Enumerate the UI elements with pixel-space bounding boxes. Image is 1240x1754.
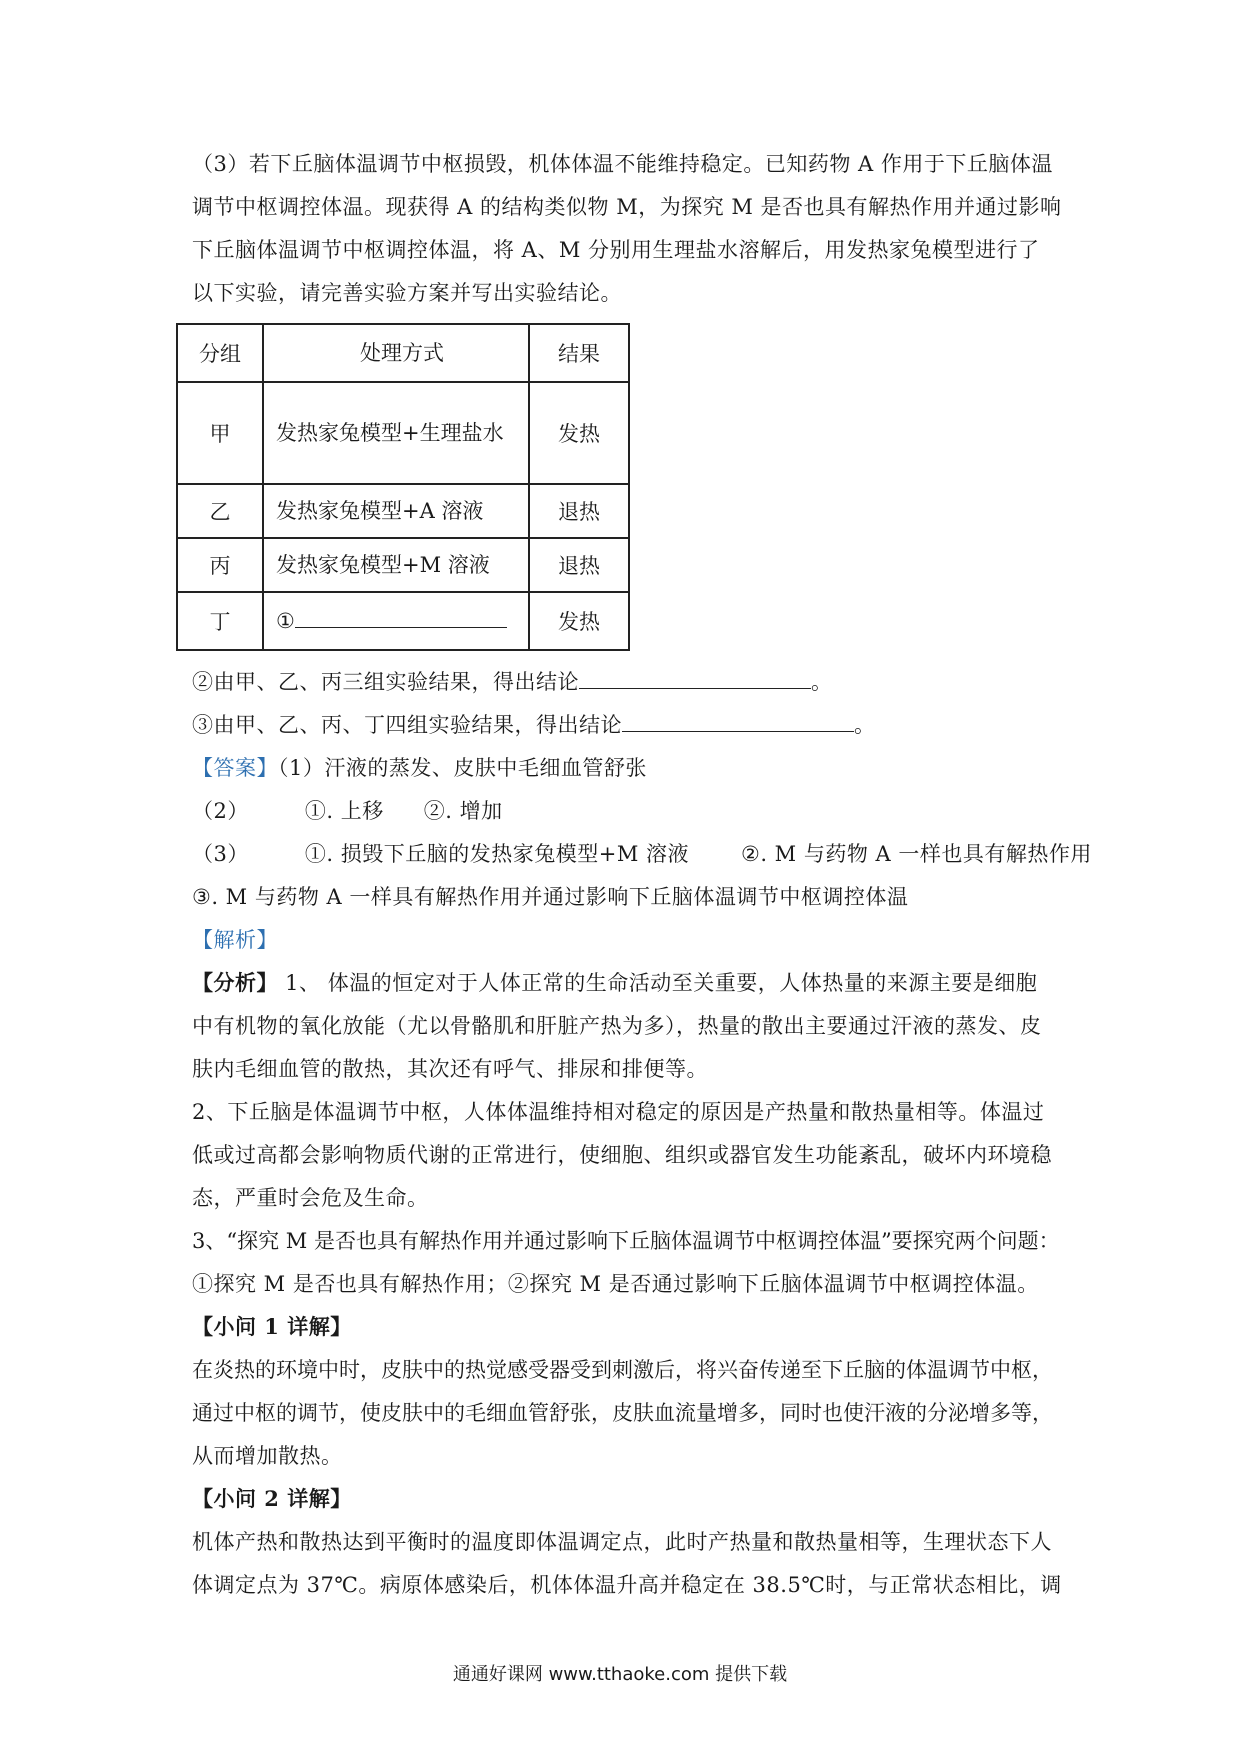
analysis-text: 1、 体温的恒定对于人体正常的生命活动至关重要，人体热量的来源主要是细胞 — [278, 971, 1038, 995]
analysis-line: 2、下丘脑是体温调节中枢，人体体温维持相对稳定的原因是产热量和散热量相等。体温过 — [192, 1100, 1045, 1124]
answer-prefix: （3） — [192, 842, 249, 866]
cell-treatment: 发热家兔模型+生理盐水 — [263, 382, 529, 484]
period: 。 — [854, 713, 876, 737]
cell-result: 发热 — [529, 592, 629, 650]
question-text-line: 下丘脑体温调节中枢调控体温，将 A、M 分别用生理盐水溶解后，用发热家兔模型进行了 — [192, 238, 1040, 262]
analysis-line: 3、“探究 M 是否也具有解热作用并通过影响下丘脑体温调节中枢调控体温”要探究两个问题： — [192, 1229, 1060, 1253]
cell-group: 丙 — [177, 538, 263, 592]
cell-treatment-blank — [263, 592, 529, 650]
answer-text: ①. 损毁下丘脑的发热家兔模型+M 溶液 — [304, 842, 689, 866]
cell-group: 甲 — [177, 382, 263, 484]
answer-line — [192, 797, 503, 825]
answer-text: ②. M 与药物 A 一样也具有解热作用 — [741, 842, 1092, 866]
analysis-line: 机体产热和散热达到平衡时的温度即体温调定点，此时产热量和散热量相等，生理状态下人 — [192, 1530, 1052, 1554]
answer-prefix: （2） — [192, 799, 249, 823]
cell-result: 退热 — [529, 484, 629, 538]
fenxi-tag: 【分析】 — [192, 970, 278, 995]
cell-group: 丁 — [177, 592, 263, 650]
table-row — [177, 382, 629, 484]
analysis-line: 在炎热的环境中时，皮肤中的热觉感受器受到刺激后，将兴奋传递至下丘脑的体温调节中枢， — [192, 1358, 1053, 1382]
cell-result: 退热 — [529, 538, 629, 592]
answer-blank — [622, 711, 854, 732]
blank-label: ① — [276, 609, 295, 633]
analysis-line: 从而增加散热。 — [192, 1444, 343, 1468]
cell-treatment: 发热家兔模型+M 溶液 — [263, 538, 529, 592]
analysis-line: 体调定点为 37℃。病原体感染后，机体体温升高并稳定在 38.5℃时，与正常状态相比，调 — [192, 1573, 1062, 1597]
table-row — [177, 592, 629, 650]
answer-text: ①. 上移 — [304, 799, 384, 823]
sub-question-2-tag: 【小问 2 详解】 — [192, 1486, 352, 1511]
analysis-line — [192, 969, 1037, 997]
experiment-table — [176, 323, 630, 651]
table-row — [177, 484, 629, 538]
answer-tag: 【答案】 — [192, 756, 278, 780]
sub-question-1-tag: 【小问 1 详解】 — [192, 1314, 352, 1339]
analysis-line: 态，严重时会危及生命。 — [192, 1186, 429, 1210]
answer-line: ③. M 与药物 A 一样具有解热作用并通过影响下丘脑体温调节中枢调控体温 — [192, 885, 909, 909]
answer-blank — [295, 607, 507, 628]
conclusion-2 — [192, 668, 833, 696]
period: 。 — [811, 670, 833, 694]
question-text-line: 调节中枢调控体温。现获得 A 的结构类似物 M，为探究 M 是否也具有解热作用并通过影响 — [192, 195, 1062, 219]
question-text-line: 以下实验，请完善实验方案并写出实验结论。 — [192, 281, 622, 305]
table-header-row — [177, 324, 629, 382]
analysis-line: 中有机物的氧化放能（尤以骨骼肌和肝脏产热为多），热量的散出主要通过汗液的蒸发、皮 — [192, 1014, 1042, 1038]
header-result: 结果 — [529, 324, 629, 382]
conclusion-text: ③由甲、乙、丙、丁四组实验结果，得出结论 — [192, 713, 622, 737]
question-text-line: （3）若下丘脑体温调节中枢损毁，机体体温不能维持稳定。已知药物 A 作用于下丘脑体温 — [192, 152, 1053, 176]
cell-treatment: 发热家兔模型+A 溶液 — [263, 484, 529, 538]
page-footer: 通通好课网 www.tthaoke.com 提供下载 — [452, 1664, 788, 1685]
conclusion-text: ②由甲、乙、丙三组实验结果，得出结论 — [192, 670, 579, 694]
answer-text: ②. 增加 — [423, 799, 503, 823]
answer-line — [192, 840, 1092, 868]
header-treatment: 处理方式 — [263, 324, 529, 382]
answer-blank — [579, 668, 811, 689]
answer-line — [192, 754, 647, 782]
conclusion-3 — [192, 711, 876, 739]
cell-result: 发热 — [529, 382, 629, 484]
header-group: 分组 — [177, 324, 263, 382]
cell-group: 乙 — [177, 484, 263, 538]
table-row — [177, 538, 629, 592]
answer-text: （1）汗液的蒸发、皮肤中毛细血管舒张 — [278, 756, 647, 780]
analysis-line: ①探究 M 是否也具有解热作用；②探究 M 是否通过影响下丘脑体温调节中枢调控体温。 — [192, 1272, 1039, 1296]
analysis-line: 低或过高都会影响物质代谢的正常进行，使细胞、组织或器官发生功能紊乱，破坏内环境稳 — [192, 1143, 1052, 1167]
analysis-line: 肤内毛细血管的散热，其次还有呼气、排尿和排便等。 — [192, 1057, 708, 1081]
analysis-tag: 【解析】 — [192, 928, 278, 952]
analysis-line: 通过中枢的调节，使皮肤中的毛细血管舒张，皮肤血流量增多，同时也使汗液的分泌增多等， — [192, 1401, 1053, 1425]
